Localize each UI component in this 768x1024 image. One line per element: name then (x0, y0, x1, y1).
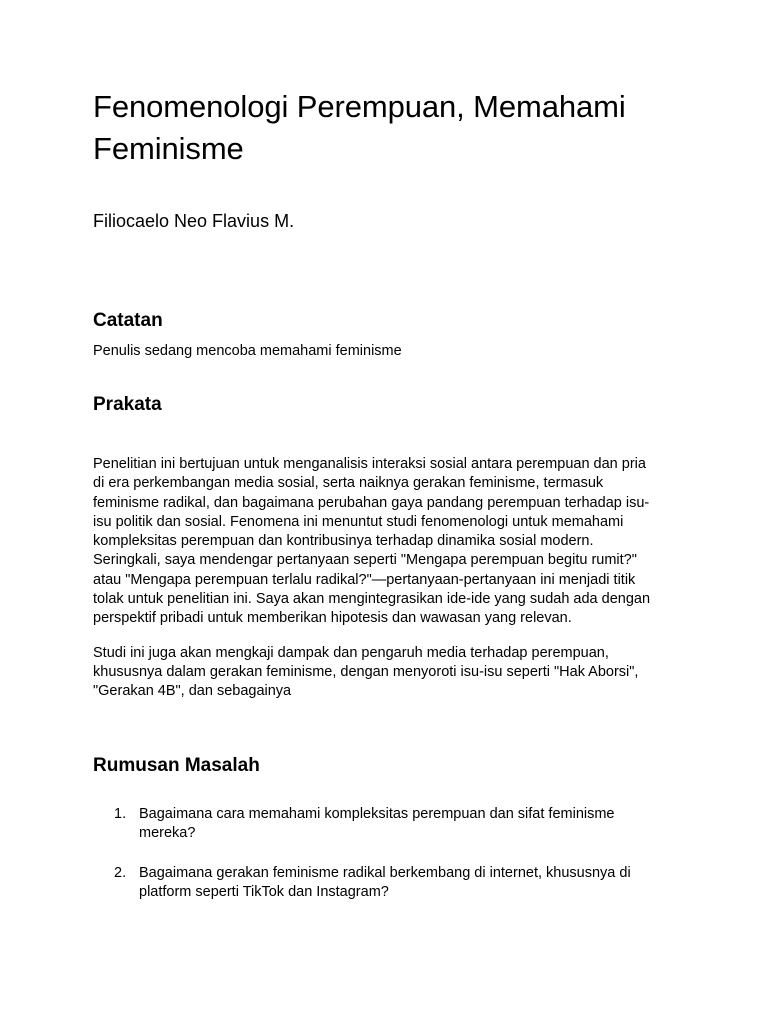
prakata-paragraph-2: Studi ini juga akan mengkaji dampak dan pengaruh media terhadap perempuan, khususnya dalam gerakan feminisme, dengan menyoroti isu-isu seperti "Hak Aborsi", "Gerakan 4B", dan sebagainya (93, 644, 639, 700)
prakata-paragraph-1: Penelitian ini bertujuan untuk menganalisis interaksi sosial antara perempuan dan pria di era perkembangan media sosial, serta naiknya gerakan feminisme, termasuk feminisme radikal, dan bagaimana perubahan gaya pandang perempuan terhadap isu-isu politik dan sosial. Fenomena ini menuntut studi fenomenologi untuk memahami kompleksitas perempuan dan kontribusinya terhadap dinamika sosial modern. Seringkali, saya mendengar pertanyaan seperti "Mengapa perempuan begitu rumit?" atau "Mengapa perempuan terlalu radikal?"—pertanyaan-pertanyaan ini menjadi titik tolak untuk penelitian ini. Saya akan mengintegrasikan ide-ide yang sudah ada dengan perspektif pribadi untuk memberikan hipotesis dan wawasan yang relevan. (93, 456, 651, 627)
problem-text-2: Bagaimana gerakan feminisme radikal berkembang di internet, khususnya di platform seperti TikTok dan Instagram? (139, 865, 631, 901)
problem-list (93, 805, 673, 903)
document-content (93, 86, 673, 924)
problem-number-1: 1. (114, 805, 127, 822)
rumusan-masalah-heading: Rumusan Masalah (93, 754, 260, 776)
catatan-heading: Catatan (93, 310, 163, 331)
author-name: Filiocaelo Neo Flavius M. (93, 211, 295, 231)
problem-text-1: Bagaimana cara memahami kompleksitas perempuan dan sifat feminisme mereka? (139, 805, 615, 841)
problem-item-1 (93, 805, 673, 844)
prakata-heading: Prakata (93, 394, 162, 415)
problem-number-2: 2. (114, 865, 127, 882)
document-title: Fenomenologi Perempuan, Memahami Feminisme (93, 89, 626, 166)
problem-item-2 (93, 864, 673, 903)
catatan-text: Penulis sedang mencoba memahami feminisme (93, 343, 402, 359)
